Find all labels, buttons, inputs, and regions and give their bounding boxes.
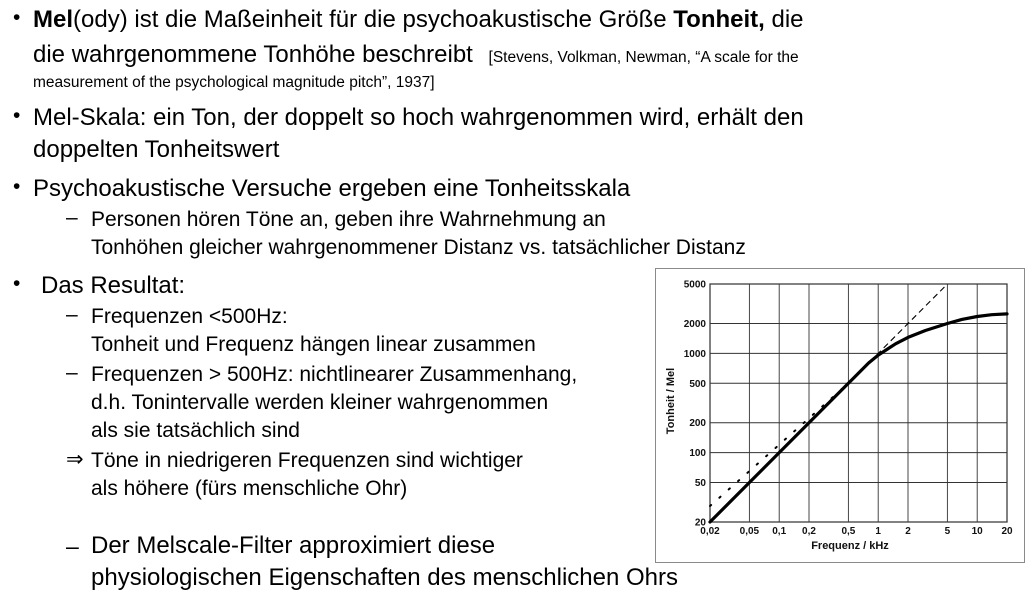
term-tonheit: Tonheit,: [673, 6, 765, 33]
x-axis-label: Frequenz / kHz: [811, 540, 889, 552]
dash-marker: –: [66, 533, 79, 559]
result-a-line-2: Tonheit und Frequenz hängen linear zusammen: [91, 333, 536, 356]
x-tick-label: 0,2: [802, 526, 816, 537]
x-tick-label: 2: [905, 526, 911, 537]
series-line-linear-dashed: [848, 284, 947, 383]
dash-marker: –: [66, 206, 78, 229]
result-b-line-2: d.h. Tonintervalle werden kleiner wahrgenommen: [91, 391, 549, 414]
bullet-2-line-2: doppelten Tonheitswert: [33, 136, 280, 163]
bullet-1-text-a: (ody) ist die Maßeinheit für die psychoakustische Größe: [73, 6, 674, 33]
x-tick-label: 5: [944, 526, 951, 537]
y-tick-label: 5000: [683, 279, 706, 291]
citation-part-2: measurement of the psychological magnitude pitch”, 1937]: [33, 74, 435, 91]
y-tick-label: 20: [694, 517, 706, 529]
result-a-line-1: Frequenzen <500Hz:: [91, 305, 288, 328]
y-tick-label: 100: [689, 448, 706, 460]
result-d-line-2: physiologischen Eigenschaften des menschlichen Ohrs: [91, 564, 679, 591]
y-tick-label: 2000: [683, 318, 706, 330]
bullet-3-sub-line-2: Tonhöhen gleicher wahrgenommener Distanz vs. tatsächlicher Distanz: [91, 236, 746, 259]
bullet-1-text-b: die: [764, 6, 804, 33]
result-c-line-1: Töne in niedrigeren Frequenzen sind wichtiger: [91, 449, 523, 472]
result-b-line-3: als sie tatsächlich sind: [91, 419, 300, 442]
term-mel: Mel: [33, 6, 74, 33]
citation-part-1: [Stevens, Volkman, Newman, “A scale for the: [488, 49, 799, 66]
bullet-1-line-1: [33, 6, 804, 34]
result-b-line-1: Frequenzen > 500Hz: nichtlinearer Zusammenhang,: [91, 363, 578, 386]
dash-marker: –: [66, 303, 78, 326]
y-tick-label: 200: [689, 418, 706, 430]
bullet-3-line-1: Psychoakustische Versuche ergeben eine Tonheitsskala: [33, 175, 631, 202]
implies-marker: ⇒: [66, 448, 84, 471]
x-tick-label: 0,1: [772, 526, 787, 537]
y-tick-label: 1000: [683, 348, 706, 360]
bullet-3-sub-line-1: Personen hören Töne an, geben ihre Wahrnehmung an: [91, 208, 606, 231]
bullet-2-line-1: Mel-Skala: ein Ton, der doppelt so hoch wahrgenommen wird, erhält den: [33, 104, 804, 131]
x-tick-label: 0,02: [700, 526, 720, 537]
y-tick-label: 500: [689, 378, 706, 390]
bullet-1-line-2: [33, 41, 799, 72]
result-d-line-1: Der Melscale-Filter approximiert diese: [91, 532, 496, 559]
y-tick-label: 50: [694, 478, 706, 490]
x-tick-label: 20: [1001, 526, 1013, 537]
result-c-line-2: als höhere (fürs menschliche Ohr): [91, 477, 408, 500]
x-tick-label: 0,5: [841, 526, 856, 537]
bullet-2-marker: •: [13, 104, 21, 127]
bullet-3-marker: •: [13, 175, 21, 198]
x-tick-label: 10: [971, 526, 983, 537]
x-tick-label: 0,05: [739, 526, 760, 537]
series-line-tonheit: [710, 314, 1007, 522]
bullet-4-line-1: Das Resultat:: [41, 272, 186, 299]
bullet-1-marker: •: [13, 6, 21, 29]
y-axis-label: Tonheit / Mel: [665, 367, 677, 435]
dash-marker: –: [66, 361, 78, 384]
mel-scale-chart-svg: [656, 269, 1024, 562]
mel-scale-chart: [655, 268, 1025, 563]
bullet-4-marker: •: [13, 272, 21, 295]
bullet-1-line-2-text: die wahrgenommene Tonhöhe beschreibt: [33, 41, 473, 68]
x-tick-label: 1: [875, 526, 881, 537]
